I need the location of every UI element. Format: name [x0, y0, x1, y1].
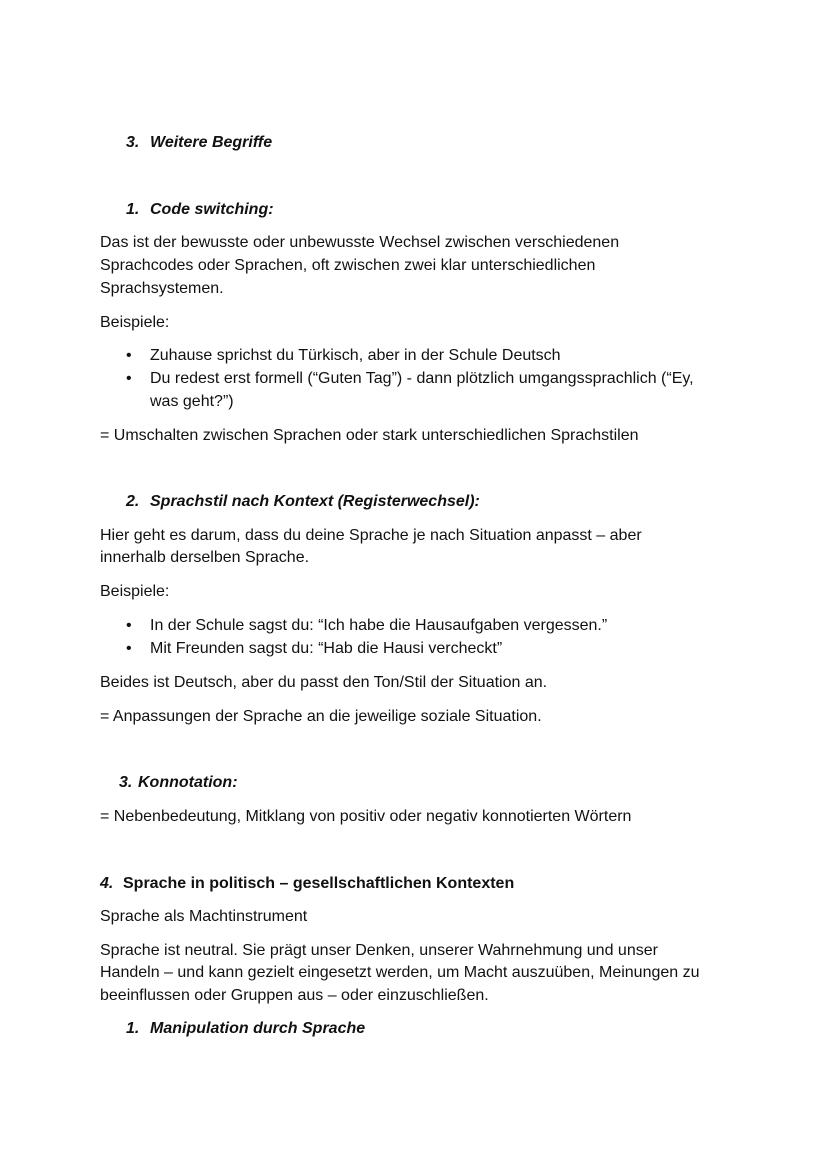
definition: = Nebenbedeutung, Mitklang von positiv oder negativ konnotierten Wörtern — [100, 808, 632, 825]
list-item: Zuhause sprichst du Türkisch, aber in der Schule Deutsch — [150, 347, 561, 364]
subsection-number: 1. — [126, 201, 140, 218]
subsection-heading: Konnotation: — [138, 774, 238, 791]
section-number: 4. — [100, 875, 114, 892]
examples-label: Beispiele: — [100, 583, 170, 600]
section-heading: Sprache in politisch – gesellschaftlichen Kontexten — [123, 875, 515, 892]
section-number: 3. — [126, 134, 140, 151]
section-heading: Weitere Begriffe — [150, 134, 273, 151]
subsection-heading: Sprachstil nach Kontext (Registerwechsel): — [150, 493, 480, 510]
summary: = Anpassungen der Sprache an die jeweilige soziale Situation. — [100, 708, 542, 725]
note: Beides ist Deutsch, aber du passt den Ton/Stil der Situation an. — [100, 674, 548, 691]
examples-label: Beispiele: — [100, 314, 170, 331]
list-item: In der Schule sagst du: “Ich habe die Hausaufgaben vergessen.” — [150, 617, 608, 634]
subsection-heading: Manipulation durch Sprache — [150, 1020, 366, 1037]
paragraph-line: Sprachsystemen. — [100, 280, 224, 297]
paragraph-line: Das ist der bewusste oder unbewusste Wechsel zwischen verschiedenen — [100, 234, 620, 251]
list-item: Du redest erst formell (“Guten Tag”) - dann plötzlich umgangssprachlich (“Ey, — [150, 370, 694, 387]
subsection-number: 3. — [119, 774, 133, 791]
bullet-icon: • — [126, 640, 132, 657]
list-item: Mit Freunden sagst du: “Hab die Hausi vercheckt” — [150, 640, 503, 657]
section-subtitle: Sprache als Machtinstrument — [100, 908, 308, 925]
subsection-number: 2. — [126, 493, 140, 510]
subsection-heading: Code switching: — [150, 201, 274, 218]
paragraph-line: Sprache ist neutral. Sie prägt unser Denken, unserer Wahrnehmung und unser — [100, 942, 658, 959]
paragraph-line: Sprachcodes oder Sprachen, oft zwischen zwei klar unterschiedlichen — [100, 257, 596, 274]
paragraph-line: beeinflussen oder Gruppen aus – oder einzuschließen. — [100, 987, 489, 1004]
list-item-continuation: was geht?”) — [150, 393, 234, 410]
subsection-number: 1. — [126, 1020, 140, 1037]
summary: = Umschalten zwischen Sprachen oder stark unterschiedlichen Sprachstilen — [100, 427, 639, 444]
paragraph-line: innerhalb derselben Sprache. — [100, 549, 310, 566]
paragraph-line: Hier geht es darum, dass du deine Sprache je nach Situation anpasst – aber — [100, 527, 642, 544]
bullet-icon: • — [126, 370, 132, 387]
bullet-icon: • — [126, 617, 132, 634]
bullet-icon: • — [126, 347, 132, 364]
paragraph-line: Handeln – und kann gezielt eingesetzt werden, um Macht auszuüben, Meinungen zu — [100, 964, 700, 981]
